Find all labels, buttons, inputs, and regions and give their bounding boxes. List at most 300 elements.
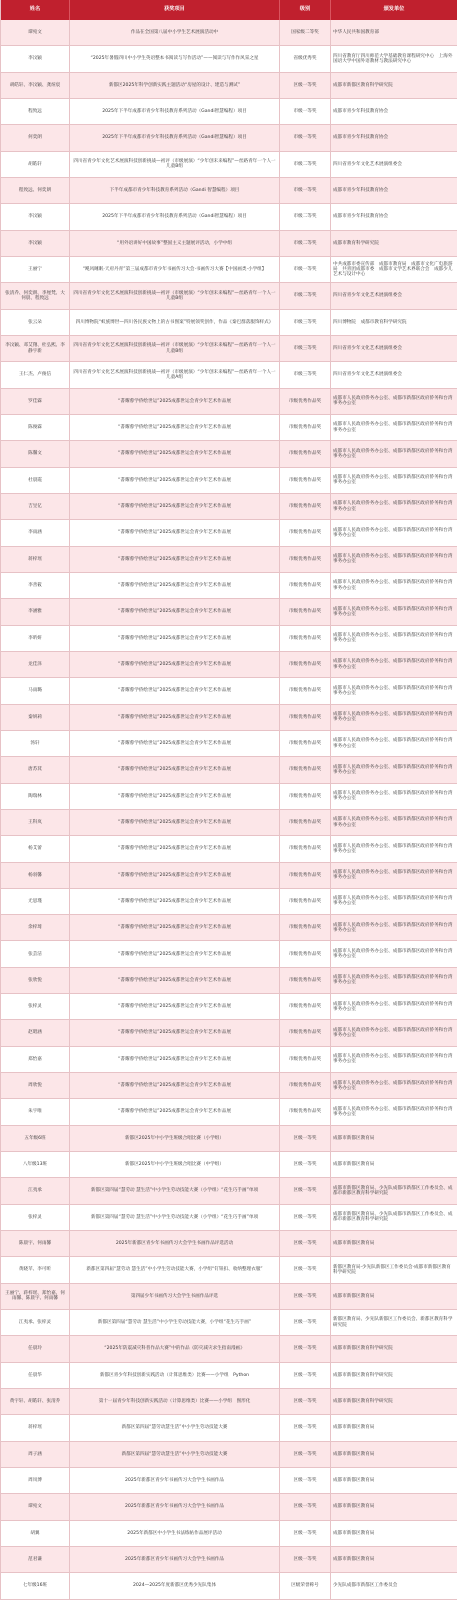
cell-level: 市级三等奖: [280, 336, 331, 361]
cell-name: 江夷承: [1, 1178, 70, 1203]
cell-level: 市级优秀作品奖: [280, 915, 331, 940]
cell-project: 四川省青少年文化艺术展演科技创新挑战—初评（市级展演）“少年创未来编程”—丝路青年一个人一儿童B组: [70, 283, 280, 308]
table-row: [1, 968, 457, 994]
cell-issuer: 少先队成都市新都区工作委员会: [331, 1573, 457, 1598]
cell-name: 任晨华: [1, 1363, 70, 1388]
table-row: [1, 1099, 457, 1125]
cell-name: 李雨涵: [1, 520, 70, 545]
cell-level: 市级优秀作品奖: [280, 1020, 331, 1045]
table-row: [1, 310, 457, 336]
cell-name: 蒋梓瑶: [1, 547, 70, 572]
table-row: [1, 626, 457, 652]
cell-issuer: 成都市教育科学研究院: [331, 231, 457, 256]
cell-issuer: 成都市人民政府侨务办公室、成都市新都区政府侨务和台湾事务办公室: [331, 1047, 457, 1072]
table-row: [1, 99, 457, 125]
cell-level: 市级优秀作品奖: [280, 836, 331, 861]
cell-level: 市级二等奖: [280, 231, 331, 256]
cell-name: 谭宛文: [1, 20, 70, 45]
table-row: [1, 757, 457, 783]
table-row: [1, 1152, 457, 1178]
cell-name: 何奕朗: [1, 125, 70, 150]
table-row: [1, 152, 457, 178]
cell-level: 市级优秀作品奖: [280, 415, 331, 440]
cell-issuer: 成都市新都区教育科学研究院: [331, 1363, 457, 1388]
cell-issuer: 成都市人民政府侨务办公室、成都市新都区政府侨务和台湾事务办公室: [331, 441, 457, 466]
cell-name: 张欣悦: [1, 968, 70, 993]
table-row: [1, 362, 457, 388]
cell-level: 市级优秀作品奖: [280, 810, 331, 835]
cell-issuer: 成都市新都区教育局: [331, 1547, 457, 1572]
cell-issuer: 成都市人民政府侨务办公室、成都市新都区政府侨务和台湾事务办公室: [331, 494, 457, 519]
cell-level: 市级优秀作品奖: [280, 757, 331, 782]
cell-project: 新都区2025年科学创新实践主题活动“房屋的设计、建造与测试”: [70, 73, 280, 98]
cell-issuer: 成都市人民政府侨务办公室、成都市新都区政府侨务和台湾事务办公室: [331, 652, 457, 677]
cell-name: 张梓灵: [1, 994, 70, 1019]
header-project: 获奖项目: [70, 0, 280, 20]
cell-project: “書耀蓉学侨绘世运”2025成都世运会青少年艺术作品展: [70, 757, 280, 782]
cell-name: 汤轩: [1, 731, 70, 756]
cell-project: 四川博物院“蚁族博世—四川各民族文物上的古书图案”特展领奖创作，作品《秦巴群落服饰样式》: [70, 310, 280, 335]
table-row: [1, 1494, 457, 1520]
cell-name: 李汶颖: [1, 231, 70, 256]
cell-issuer: 四川省青少年文化艺术展演组委会: [331, 152, 457, 177]
cell-name: 王科岚: [1, 810, 70, 835]
cell-project: 第十一届青少年科技创新实践活动（计算思维类）比赛——小学组 图形化: [70, 1389, 280, 1414]
cell-project: “書耀蓉学侨绘世运”2025成都世运会青少年艺术作品展: [70, 573, 280, 598]
cell-name: 王丽宁: [1, 257, 70, 282]
cell-issuer: 成都市人民政府侨务办公室、成都市新都区政府侨务和台湾事务办公室: [331, 1020, 457, 1045]
cell-name: 程致远、何奕朗: [1, 178, 70, 203]
cell-issuer: 成都市人民政府侨务办公室、成都市新都区政府侨务和台湾事务办公室: [331, 941, 457, 966]
cell-issuer: 四川省青少年文化艺术展演组委会: [331, 336, 457, 361]
cell-level: 市级二等奖: [280, 204, 331, 229]
cell-project: 2025年下半年成都市青少年科技教育系列活动（Gandi智慧编程）项目: [70, 99, 280, 124]
cell-level: 市级优秀作品奖: [280, 441, 331, 466]
cell-issuer: 成都市新都区教育局: [331, 1284, 457, 1309]
cell-project: 四川省青少年文化艺术展演科技创新挑战—初评（市级展演）“少年创未来编程”—丝路青年一个人一儿童B组: [70, 152, 280, 177]
cell-issuer: 成都市人民政府侨务办公室、成都市新都区政府侨务和台湾事务办公室: [331, 994, 457, 1019]
cell-issuer: 成都市新都区教育科学研究院: [331, 1336, 457, 1361]
cell-name: 马雨璐: [1, 678, 70, 703]
cell-level: 区级一等奖: [280, 1442, 331, 1467]
cell-name: 李涵雅: [1, 599, 70, 624]
cell-level: 市级优秀作品奖: [280, 863, 331, 888]
table-row: [1, 1363, 457, 1389]
cell-name: 朱宇唯: [1, 1099, 70, 1124]
cell-project: “書耀蓉学侨绘世运”2025成都世运会青少年艺术作品展: [70, 599, 280, 624]
cell-issuer: 四川省教育厅四川师范大学基础教育课程研究中心 上海外国语大学中国外语教材与教法研究中心: [331, 46, 457, 71]
cell-project: 2025年下半年成都市青少年科技教育系列活动（Gandi智慧编程）项目: [70, 125, 280, 150]
cell-level: 市级优秀作品奖: [280, 1073, 331, 1098]
table-row: [1, 257, 457, 283]
cell-issuer: 成都市新都区教育局: [331, 1521, 457, 1546]
table-row: [1, 1468, 457, 1494]
table-row: [1, 678, 457, 704]
cell-project: 2024—2025年度新都区优秀少先队集体: [70, 1573, 280, 1598]
cell-level: 区级一等奖: [280, 1231, 331, 1256]
table-row: [1, 573, 457, 599]
cell-issuer: 成都市人民政府侨务办公室、成都市新都区政府侨务和台湾事务办公室: [331, 573, 457, 598]
cell-name: 赵昭涵: [1, 1020, 70, 1045]
table-row: [1, 863, 457, 889]
table-row: [1, 1284, 457, 1310]
cell-project: “書耀蓉学侨绘世运”2025成都世运会青少年艺术作品展: [70, 731, 280, 756]
cell-level: 市级三等奖: [280, 310, 331, 335]
cell-name: 周欣悦: [1, 1073, 70, 1098]
cell-issuer: 四川省青少年文化艺术展演组委会: [331, 362, 457, 387]
table-row: [1, 1336, 457, 1362]
cell-name: 陈俊霖: [1, 415, 70, 440]
table-row: [1, 1573, 457, 1599]
cell-name: 李汶颖、邓艾翔、杜弘熙、李静宇新: [1, 336, 70, 361]
cell-issuer: 中共成都市委宣传部 成都市教育局 成都市文化广电旅游局 共青团成都市委 成都市文学艺术界联合会 成都少儿艺术与设计中心: [331, 257, 457, 282]
cell-level: 区级一等奖: [280, 1336, 331, 1361]
cell-issuer: 成都市新都区教育局: [331, 1468, 457, 1493]
cell-issuer: 成都市新都区教育局: [331, 1231, 457, 1256]
cell-level: 区级一等奖: [280, 1257, 331, 1282]
cell-issuer: 成都市新都区教育局: [331, 1152, 457, 1177]
cell-project: 新都区第四届“慧劳动慧生活”中小学生劳动技能大赛: [70, 1415, 280, 1440]
cell-level: 市级优秀作品奖: [280, 573, 331, 598]
cell-project: “書耀蓉学侨绘世运”2025成都世运会青少年艺术作品展: [70, 784, 280, 809]
cell-issuer: 成都市青少年科技教育协会: [331, 178, 457, 203]
cell-project: “用外语讲好中国故事”整固主义主题展评活动，小学中组: [70, 231, 280, 256]
cell-project: 新都区青少年科技创新实践活动（计算思维类）比赛——小学组 Python: [70, 1363, 280, 1388]
table-row: [1, 889, 457, 915]
cell-project: 新都区第四届“慧劳动 慧生活”中小学生劳动技能大赛（小学组）“花生巧手画”单项: [70, 1178, 280, 1203]
cell-name: 杨羽馨: [1, 863, 70, 888]
cell-project: “書耀蓉学侨绘世运”2025成都世运会青少年艺术作品展: [70, 626, 280, 651]
table-row: [1, 1389, 457, 1415]
cell-project: “書耀蓉学侨绘世运”2025成都世运会青少年艺术作品展: [70, 836, 280, 861]
cell-level: 区级一等奖: [280, 73, 331, 98]
cell-level: 市级一等奖: [280, 125, 331, 150]
cell-issuer: 成都市青少年科技教育协会: [331, 125, 457, 150]
cell-project: 作品在全国第八届中小学生艺术展演活动中: [70, 20, 280, 45]
cell-level: 区级一等奖: [280, 1494, 331, 1519]
cell-level: 区级一等奖: [280, 1178, 331, 1203]
cell-name: 唐苏萁: [1, 757, 70, 782]
cell-name: 郑怡嘉: [1, 1047, 70, 1072]
cell-level: 市级优秀作品奖: [280, 1099, 331, 1124]
cell-issuer: 成都市人民政府侨务办公室、成都市新都区政府侨务和台湾事务办公室: [331, 678, 457, 703]
cell-issuer: 成都市人民政府侨务办公室、成都市新都区政府侨务和台湾事务办公室: [331, 415, 457, 440]
table-row: [1, 915, 457, 941]
table-row: [1, 547, 457, 573]
cell-level: 市级优秀作品奖: [280, 626, 331, 651]
table-row: [1, 231, 457, 257]
cell-project: “書耀蓉学侨绘世运”2025成都世运会青少年艺术作品展: [70, 889, 280, 914]
cell-name: 五年级6班: [1, 1126, 70, 1151]
table-row: [1, 178, 457, 204]
cell-project: “書耀蓉学侨绘世运”2025成都世运会青少年艺术作品展: [70, 678, 280, 703]
cell-project: “書耀蓉学侨绘世运”2025成都世运会青少年艺术作品展: [70, 389, 280, 414]
cell-project: 下半年成都市青少年科技教育系列活动（Gandi 智慧编程）项目: [70, 178, 280, 203]
cell-project: “書耀蓉学侨绘世运”2025成都世运会青少年艺术作品展: [70, 915, 280, 940]
cell-project: 新都区2025年中小学生班级合唱比赛（小学组）: [70, 1126, 280, 1151]
cell-level: 市级优秀作品奖: [280, 652, 331, 677]
cell-name: 李汶颖: [1, 204, 70, 229]
cell-level: 市级优秀作品奖: [280, 968, 331, 993]
cell-issuer: 成都市人民政府侨务办公室、成都市新都区政府侨务和台湾事务办公室: [331, 889, 457, 914]
table-row: [1, 73, 457, 99]
cell-level: 市级优秀作品奖: [280, 389, 331, 414]
cell-issuer: 成都市新都区教育局、少先队成都市新都区工作委员会、成都市新都区教育科学研究院: [331, 1205, 457, 1230]
cell-project: 2025年新都区中小学生书法练帖作品展评活动: [70, 1521, 280, 1546]
table-row: [1, 705, 457, 731]
cell-level: 市级优秀作品奖: [280, 784, 331, 809]
cell-name: 吉昱亿: [1, 494, 70, 519]
table-row: [1, 1310, 457, 1336]
cell-issuer: 成都市人民政府侨务办公室、成都市新都区政府侨务和台湾事务办公室: [331, 915, 457, 940]
cell-issuer: 成都市新都区教育局: [331, 1126, 457, 1151]
cell-issuer: 成都市新都区教育科学研究院: [331, 73, 457, 98]
cell-project: “書耀蓉学侨绘世运”2025成都世运会青少年艺术作品展: [70, 810, 280, 835]
cell-level: 区级一等奖: [280, 1152, 331, 1177]
cell-project: 2025年新都区青少年书画传习大会学生书画作品评选活动: [70, 1231, 280, 1256]
cell-project: 四川省青少年文化艺术展演科技创新挑战—初评（市级展演）“少年创未来编程”—丝路青年一个人一儿童A组: [70, 362, 280, 387]
cell-issuer: 成都市新都区教育科学研究院: [331, 1389, 457, 1414]
cell-name: 李汶颖: [1, 46, 70, 71]
table-row: [1, 520, 457, 546]
cell-issuer: 成都市人民政府侨务办公室、成都市新都区政府侨务和台湾事务办公室: [331, 520, 457, 545]
cell-issuer: 成都市人民政府侨务办公室、成都市新都区政府侨务和台湾事务办公室: [331, 836, 457, 861]
table-row: [1, 415, 457, 441]
table-row: [1, 941, 457, 967]
cell-level: 市级优秀作品奖: [280, 547, 331, 572]
table-row: [1, 1020, 457, 1046]
table-row: [1, 46, 457, 72]
cell-level: 市级一等奖: [280, 257, 331, 282]
cell-name: 程致远: [1, 99, 70, 124]
cell-level: 市级优秀作品奖: [280, 994, 331, 1019]
cell-level: 市级优秀作品奖: [280, 520, 331, 545]
table-row: [1, 1257, 457, 1283]
cell-project: “書耀蓉学侨绘世运”2025成都世运会青少年艺术作品展: [70, 1073, 280, 1098]
cell-level: 区级一等奖: [280, 1126, 331, 1151]
header-level: 级别: [280, 0, 331, 20]
cell-name: 陈晨宇、何雨馨: [1, 1231, 70, 1256]
cell-level: 区级一等奖: [280, 1547, 331, 1572]
cell-name: 罗佳霖: [1, 389, 70, 414]
table-row: [1, 731, 457, 757]
table-row: [1, 836, 457, 862]
cell-name: 杨艾蕾: [1, 836, 70, 861]
cell-project: 新都区第四届“慧劳动 慧生活”中小学生劳动技能大赛，小学组“花生巧手画”: [70, 1310, 280, 1335]
cell-project: “2025年暑假四川中小学生英语整本书阅读与写作活动”——阅读与写作作风采之星: [70, 46, 280, 71]
cell-issuer: 成都市人民政府侨务办公室、成都市新都区政府侨务和台湾事务办公室: [331, 1073, 457, 1098]
cell-issuer: 成都市人民政府侨务办公室、成都市新都区政府侨务和台湾事务办公室: [331, 547, 457, 572]
table-row: [1, 125, 457, 151]
cell-issuer: 成都市人民政府侨务办公室、成都市新都区政府侨务和台湾事务办公室: [331, 863, 457, 888]
table-row: [1, 283, 457, 309]
cell-name: 尤思瑾: [1, 889, 70, 914]
cell-project: “書耀蓉学侨绘世运”2025成都世运会青少年艺术作品展: [70, 941, 280, 966]
cell-name: 秦妍莉: [1, 705, 70, 730]
table-row: [1, 20, 457, 46]
cell-project: “書耀蓉学侨绘世运”2025成都世运会青少年艺术作品展: [70, 652, 280, 677]
cell-name: 范君谦: [1, 1547, 70, 1572]
cell-project: “書耀蓉学侨绘世运”2025成都世运会青少年艺术作品展: [70, 415, 280, 440]
cell-level: 市级一等奖: [280, 99, 331, 124]
cell-issuer: 新都区教育局·少先队新都区工作委员会·成都市新都区教育科学研究院: [331, 1257, 457, 1282]
cell-name: 周岚博: [1, 1468, 70, 1493]
cell-issuer: 成都市人民政府侨务办公室、成都市新都区政府侨务和台湾事务办公室: [331, 757, 457, 782]
cell-name: 蒋梓瑶: [1, 1415, 70, 1440]
cell-issuer: 成都市青少年科技教育协会: [331, 99, 457, 124]
cell-issuer: 成都市新都区教育局: [331, 1442, 457, 1467]
cell-project: “書耀蓉学侨绘世运”2025成都世运会青少年艺术作品展: [70, 863, 280, 888]
table-row: [1, 994, 457, 1020]
table-header: [1, 0, 457, 20]
table-row: [1, 204, 457, 230]
cell-project: 新都区第四届“慧劳动 慧生活”中小学生劳动技能大赛（小学组）“花生巧手画”单项: [70, 1205, 280, 1230]
cell-project: 2025年新都区青少年书画传习大会学生书画作品: [70, 1468, 280, 1493]
table-row: [1, 1547, 457, 1573]
cell-issuer: 成都市人民政府侨务办公室、成都市新都区政府侨务和台湾事务办公室: [331, 626, 457, 651]
cell-name: 王丽宁、蒋梓瑶、郑怡嘉、何雨馨、陈晨宇、何雨馨: [1, 1284, 70, 1309]
table-row: [1, 810, 457, 836]
table-row: [1, 1047, 457, 1073]
table-row: [1, 1126, 457, 1152]
cell-project: “書耀蓉学侨绘世运”2025成都世运会青少年艺术作品展: [70, 705, 280, 730]
cell-project: “書耀蓉学侨绘世运”2025成都世运会青少年艺术作品展: [70, 1020, 280, 1045]
cell-issuer: 成都市人民政府侨务办公室、成都市新都区政府侨务和台湾事务办公室: [331, 731, 457, 756]
cell-level: 市级优秀作品奖: [280, 705, 331, 730]
table-row: [1, 441, 457, 467]
table-row: [1, 1178, 457, 1204]
cell-issuer: 成都市人民政府侨务办公室、成都市新都区政府侨务和台湾事务办公室: [331, 1099, 457, 1124]
cell-level: 市级优秀作品奖: [280, 1047, 331, 1072]
cell-name: 张云朵: [1, 310, 70, 335]
cell-name: 七年级16班: [1, 1573, 70, 1598]
cell-project: “飓风睡眠·天府丹青”第三届成都市青少年书画传习大会·书画传习大赛【中国画类·小学组】: [70, 257, 280, 282]
cell-name: 张清乔、何奕朗、李厘梵、大何晨、程致远: [1, 283, 70, 308]
cell-level: 省级优秀奖: [280, 46, 331, 71]
cell-project: “書耀蓉学侨绘世运”2025成都世运会青少年艺术作品展: [70, 994, 280, 1019]
cell-issuer: 新都区教育局、少先队新都区工作委员会、新都区教育科学研究院: [331, 1310, 457, 1335]
cell-project: 新都区第四届“慧劳动 慧生活”中小学生劳动技能大赛，小学组“钉钮扣、收纳整理衣服”: [70, 1257, 280, 1282]
cell-name: 陶瑞林: [1, 784, 70, 809]
cell-level: 区级一等奖: [280, 1284, 331, 1309]
cell-issuer: 成都市人民政府侨务办公室、成都市新都区政府侨务和台湾事务办公室: [331, 810, 457, 835]
table-row: [1, 494, 457, 520]
cell-project: “書耀蓉学侨绘世运”2025成都世运会青少年艺术作品展: [70, 968, 280, 993]
cell-name: 黄宇轩、胡皓轩、张清乔: [1, 1389, 70, 1414]
cell-project: “2025年防震减灾科普作品大赛”中的作品《防灾减灾求生指南漫画》: [70, 1336, 280, 1361]
cell-project: 2025年新都区青少年书画传习大会学生书画作品: [70, 1494, 280, 1519]
cell-name: 杜晨霞: [1, 468, 70, 493]
cell-project: “書耀蓉学侨绘世运”2025成都世运会青少年艺术作品展: [70, 468, 280, 493]
cell-level: 市级二等奖: [280, 283, 331, 308]
cell-level: 区级一等奖: [280, 1310, 331, 1335]
cell-name: 陈馨文: [1, 441, 70, 466]
cell-level: 国家级二等奖: [280, 20, 331, 45]
cell-project: 新都区2025年中小学生班级合唱比赛（中学组）: [70, 1152, 280, 1177]
cell-level: 市级优秀作品奖: [280, 731, 331, 756]
cell-name: 周子涵: [1, 1442, 70, 1467]
cell-level: 市级优秀作品奖: [280, 889, 331, 914]
cell-name: 江夷承、张梓灵: [1, 1310, 70, 1335]
cell-issuer: 成都市人民政府侨务办公室、成都市新都区政府侨务和台湾事务办公室: [331, 389, 457, 414]
cell-level: 区级一等奖: [280, 1521, 331, 1546]
cell-issuer: 四川博物院 成都市教育科学研究院: [331, 310, 457, 335]
cell-project: “書耀蓉学侨绘世运”2025成都世运会青少年艺术作品展: [70, 1099, 280, 1124]
cell-name: 张芸洁: [1, 941, 70, 966]
table-row: [1, 1521, 457, 1547]
header-name: 姓名: [1, 0, 70, 20]
header-issuer: 颁发单位: [331, 0, 457, 20]
cell-level: 区级荣誉称号: [280, 1573, 331, 1598]
table-row: [1, 1442, 457, 1468]
cell-name: 八年级13班: [1, 1152, 70, 1177]
cell-project: “書耀蓉学侨绘世运”2025成都世运会青少年艺术作品展: [70, 1047, 280, 1072]
cell-issuer: 中华人民共和国教育部: [331, 20, 457, 45]
cell-level: 市级一等奖: [280, 178, 331, 203]
cell-issuer: 成都市新都区教育局、少先队成都市新都区工作委员会、成都市新都区教育科学研究院: [331, 1178, 457, 1203]
table-row: [1, 1205, 457, 1231]
cell-level: 区级一等奖: [280, 1415, 331, 1440]
cell-project: “書耀蓉学侨绘世运”2025成都世运会青少年艺术作品展: [70, 441, 280, 466]
cell-project: 第四届少年书画传习大会学生书画作品评选: [70, 1284, 280, 1309]
cell-name: 龙佳泽: [1, 652, 70, 677]
cell-level: 区级一等奖: [280, 1205, 331, 1230]
cell-project: 四川省青少年文化艺术展演科技创新挑战—初评（市级展演）“少年创未来编程”—丝路青年一个人一儿童B组: [70, 336, 280, 361]
cell-level: 市级优秀作品奖: [280, 494, 331, 519]
cell-name: 余梓琦: [1, 915, 70, 940]
cell-level: 区级一等奖: [280, 1363, 331, 1388]
cell-name: 胡皓轩、李汶颖、龚煊宸: [1, 73, 70, 98]
cell-level: 市级二等奖: [280, 152, 331, 177]
cell-issuer: 成都市新都区教育局: [331, 1494, 457, 1519]
cell-issuer: 成都市人民政府侨务办公室、成都市新都区政府侨务和台湾事务办公室: [331, 705, 457, 730]
cell-level: 市级优秀作品奖: [280, 468, 331, 493]
cell-name: 胡皓轩: [1, 152, 70, 177]
cell-name: 任晨玲: [1, 1336, 70, 1361]
cell-name: 胡翼: [1, 1521, 70, 1546]
cell-level: 市级优秀作品奖: [280, 941, 331, 966]
cell-level: 市级三等奖: [280, 362, 331, 387]
cell-project: 2025年新都区青少年书画传习大会学生书画作品: [70, 1547, 280, 1572]
cell-level: 区级一等奖: [280, 1468, 331, 1493]
table-row: [1, 1415, 457, 1441]
cell-name: 谭宛文: [1, 1494, 70, 1519]
cell-project: “書耀蓉学侨绘世运”2025成都世运会青少年艺术作品展: [70, 547, 280, 572]
cell-issuer: 成都市新都区教育局: [331, 1415, 457, 1440]
cell-issuer: 四川省青少年文化艺术展演组委会: [331, 283, 457, 308]
table-row: [1, 599, 457, 625]
cell-project: 新都区第四届“慧劳动慧生活”中小学生劳动技能大赛: [70, 1442, 280, 1467]
cell-level: 区级一等奖: [280, 1389, 331, 1414]
cell-level: 市级优秀作品奖: [280, 678, 331, 703]
cell-name: 李善筱: [1, 573, 70, 598]
cell-issuer: 成都市人民政府侨务办公室、成都市新都区政府侨务和台湾事务办公室: [331, 599, 457, 624]
cell-issuer: 成都市人民政府侨务办公室、成都市新都区政府侨务和台湾事务办公室: [331, 468, 457, 493]
cell-project: “書耀蓉学侨绘世运”2025成都世运会青少年艺术作品展: [70, 520, 280, 545]
cell-project: “書耀蓉学侨绘世运”2025成都世运会青少年艺术作品展: [70, 494, 280, 519]
cell-issuer: 成都市人民政府侨务办公室、成都市新都区政府侨务和台湾事务办公室: [331, 784, 457, 809]
cell-issuer: 成都市人民政府侨务办公室、成都市新都区政府侨务和台湾事务办公室: [331, 968, 457, 993]
cell-issuer: 成都市青少年科技教育协会: [331, 204, 457, 229]
cell-name: 黄晓苹、李可昕: [1, 1257, 70, 1282]
table-row: [1, 1073, 457, 1099]
table-row: [1, 468, 457, 494]
cell-level: 市级优秀作品奖: [280, 599, 331, 624]
cell-project: 2025年下半年成都市青少年科技教育系列活动（Gandi智慧编程）项目: [70, 204, 280, 229]
table-row: [1, 784, 457, 810]
cell-name: 李昕妍: [1, 626, 70, 651]
table-row: [1, 652, 457, 678]
